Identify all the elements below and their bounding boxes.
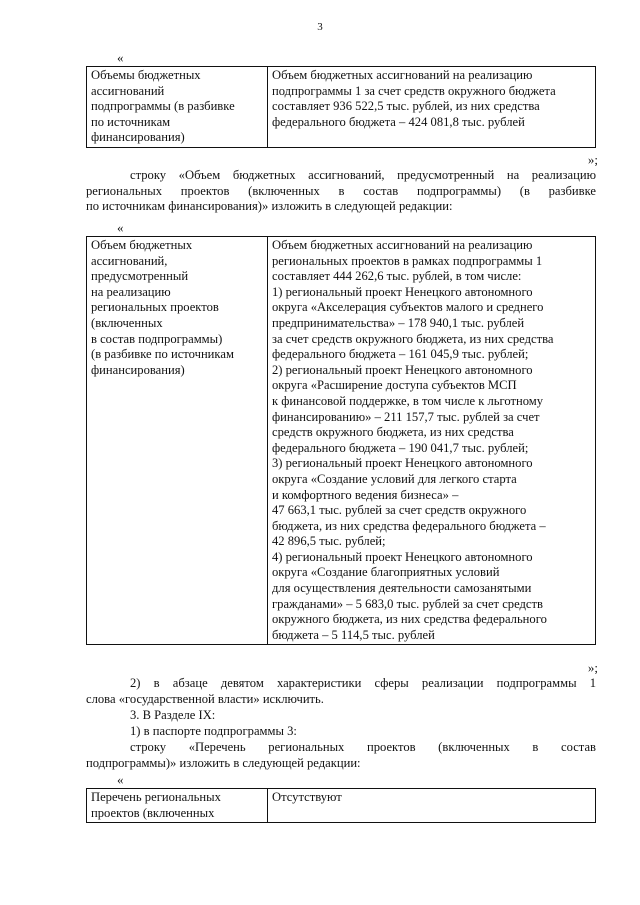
table2-right-line: округа «Расширение доступа субъектов МСП bbox=[272, 378, 517, 393]
table1-left-line: финансирования) bbox=[91, 130, 185, 145]
table2-right-line: федерального бюджета – 190 041,7 тыс. рублей; bbox=[272, 440, 529, 455]
table2-right-line: федерального бюджета – 161 045,9 тыс. рублей; bbox=[272, 347, 529, 362]
table2-right-line: округа «Акселерация субъектов малого и среднего bbox=[272, 300, 544, 315]
table3-left-cell bbox=[87, 789, 268, 823]
table2-right-line: и комфортного ведения бизнеса» – bbox=[272, 487, 459, 502]
table1-right-cell bbox=[268, 67, 596, 148]
table2-left-line: Объем бюджетных bbox=[91, 238, 193, 252]
table1-left-line: Объемы бюджетных bbox=[91, 68, 201, 82]
table2-left-line: региональных проектов bbox=[91, 300, 219, 315]
table2-left-line: (включенных bbox=[91, 315, 163, 330]
paragraph-replace-list-row bbox=[86, 740, 596, 771]
quote-close-1: »; bbox=[587, 152, 598, 167]
paragraph-section-ix bbox=[86, 708, 596, 724]
table2-left-line: (в разбивке по источникам bbox=[91, 347, 234, 362]
table2-right-line: 4) региональный проект Ненецкого автономного bbox=[272, 549, 533, 564]
table1-left-line: подпрограммы (в разбивке bbox=[91, 99, 235, 114]
table2-right-line: бюджета, из них средства федерального бюджета – bbox=[272, 518, 546, 533]
table1-right-line: подпрограммы 1 за счет средств окружного бюджета bbox=[272, 83, 556, 98]
table2-right-line: бюджета – 5 114,5 тыс. рублей bbox=[272, 627, 435, 642]
table2-right-line: округа «Создание условий для легкого старта bbox=[272, 471, 517, 486]
table1-right-line: федерального бюджета – 424 081,8 тыс. рублей bbox=[272, 114, 525, 129]
table3-left-line: Перечень региональных bbox=[91, 790, 221, 804]
table2-right-line: гражданами» – 5 683,0 тыс. рублей за счет средств bbox=[272, 596, 543, 611]
paragraph-line: строку «Объем бюджетных ассигнований, предусмотренный на реализацию bbox=[130, 168, 596, 182]
table2-right-line: 3) региональный проект Ненецкого автономного bbox=[272, 456, 533, 471]
table3-right-cell bbox=[268, 789, 596, 823]
table-regional-projects-budget bbox=[86, 236, 596, 645]
table1-right-line: составляет 936 522,5 тыс. рублей, из них средства bbox=[272, 99, 540, 114]
table2-left-line: в состав подпрограммы) bbox=[91, 331, 223, 346]
table2-left-line: на реализацию bbox=[91, 284, 171, 299]
paragraph-line: подпрограммы)» изложить в следующей редакции: bbox=[86, 755, 361, 770]
quote-close-2: »; bbox=[587, 660, 598, 675]
table3-right-line: Отсутствуют bbox=[272, 790, 342, 804]
paragraph-line: 1) в паспорте подпрограммы 3: bbox=[130, 724, 297, 738]
paragraph-line: по источникам финансирования)» изложить в следующей редакции: bbox=[86, 199, 453, 214]
table2-right-line: для осуществления деятельности самозанятыми bbox=[272, 581, 532, 596]
table-regional-projects-list bbox=[86, 788, 596, 823]
table2-left-line: финансирования) bbox=[91, 362, 185, 377]
page-number: 3 bbox=[317, 21, 323, 33]
table2-right-line: составляет 444 262,6 тыс. рублей, в том числе: bbox=[272, 269, 522, 284]
table2-right-line: 42 896,5 тыс. рублей; bbox=[272, 534, 386, 549]
quote-open-2: « bbox=[117, 220, 124, 235]
quote-open-3: « bbox=[117, 772, 124, 787]
table2-right-line: Объем бюджетных ассигнований на реализацию bbox=[272, 238, 533, 252]
table2-right-line: средств окружного бюджета, из них средства bbox=[272, 425, 514, 440]
table2-left-line: предусмотренный bbox=[91, 269, 189, 284]
table2-right-line: окружного бюджета, из них средства федерального bbox=[272, 612, 547, 627]
paragraph-line: 3. В Разделе IX: bbox=[130, 708, 216, 722]
paragraph-replace-row bbox=[86, 168, 596, 215]
table2-right-line: предпринимательства» – 178 940,1 тыс. рублей bbox=[272, 315, 525, 330]
table2-right-line: к финансовой поддержке, в том числе к льготному bbox=[272, 393, 544, 408]
table-subprogram-budget bbox=[86, 66, 596, 148]
paragraph-line: региональных проектов (включенных в состав подпрограммы) (в разбивке bbox=[86, 183, 596, 198]
table2-right-line: за счет средств окружного бюджета, из них средства bbox=[272, 331, 554, 346]
paragraph-line: слова «государственной власти» исключить. bbox=[86, 691, 324, 706]
table2-right-line: финансированию» – 211 157,7 тыс. рублей за счет bbox=[272, 409, 540, 424]
table2-right-line: региональных проектов в рамках подпрограммы 1 bbox=[272, 253, 543, 268]
paragraph-passport bbox=[86, 724, 596, 740]
table3-left-line: проектов (включенных bbox=[91, 805, 215, 820]
paragraph-line: строку «Перечень региональных проектов (включенных в состав bbox=[130, 740, 596, 754]
table2-left-line: ассигнований, bbox=[91, 253, 168, 268]
table2-right-line: округа «Создание благоприятных условий bbox=[272, 565, 500, 580]
table1-left-line: ассигнований bbox=[91, 83, 165, 98]
table2-right-line: 2) региональный проект Ненецкого автономного bbox=[272, 362, 533, 377]
paragraph-line: 2) в абзаце девятом характеристики сферы реализации подпрограммы 1 bbox=[130, 676, 596, 690]
table2-right-line: 47 663,1 тыс. рублей за счет средств окружного bbox=[272, 503, 527, 518]
table1-left-line: по источникам bbox=[91, 114, 171, 129]
table2-left-cell bbox=[87, 237, 268, 645]
table2-right-cell bbox=[268, 237, 596, 645]
table2-right-line: 1) региональный проект Ненецкого автономного bbox=[272, 284, 533, 299]
table1-right-line: Объем бюджетных ассигнований на реализацию bbox=[272, 68, 533, 82]
table1-left-cell bbox=[87, 67, 268, 148]
quote-open-1: « bbox=[117, 50, 124, 65]
paragraph-exclude-words bbox=[86, 676, 596, 707]
